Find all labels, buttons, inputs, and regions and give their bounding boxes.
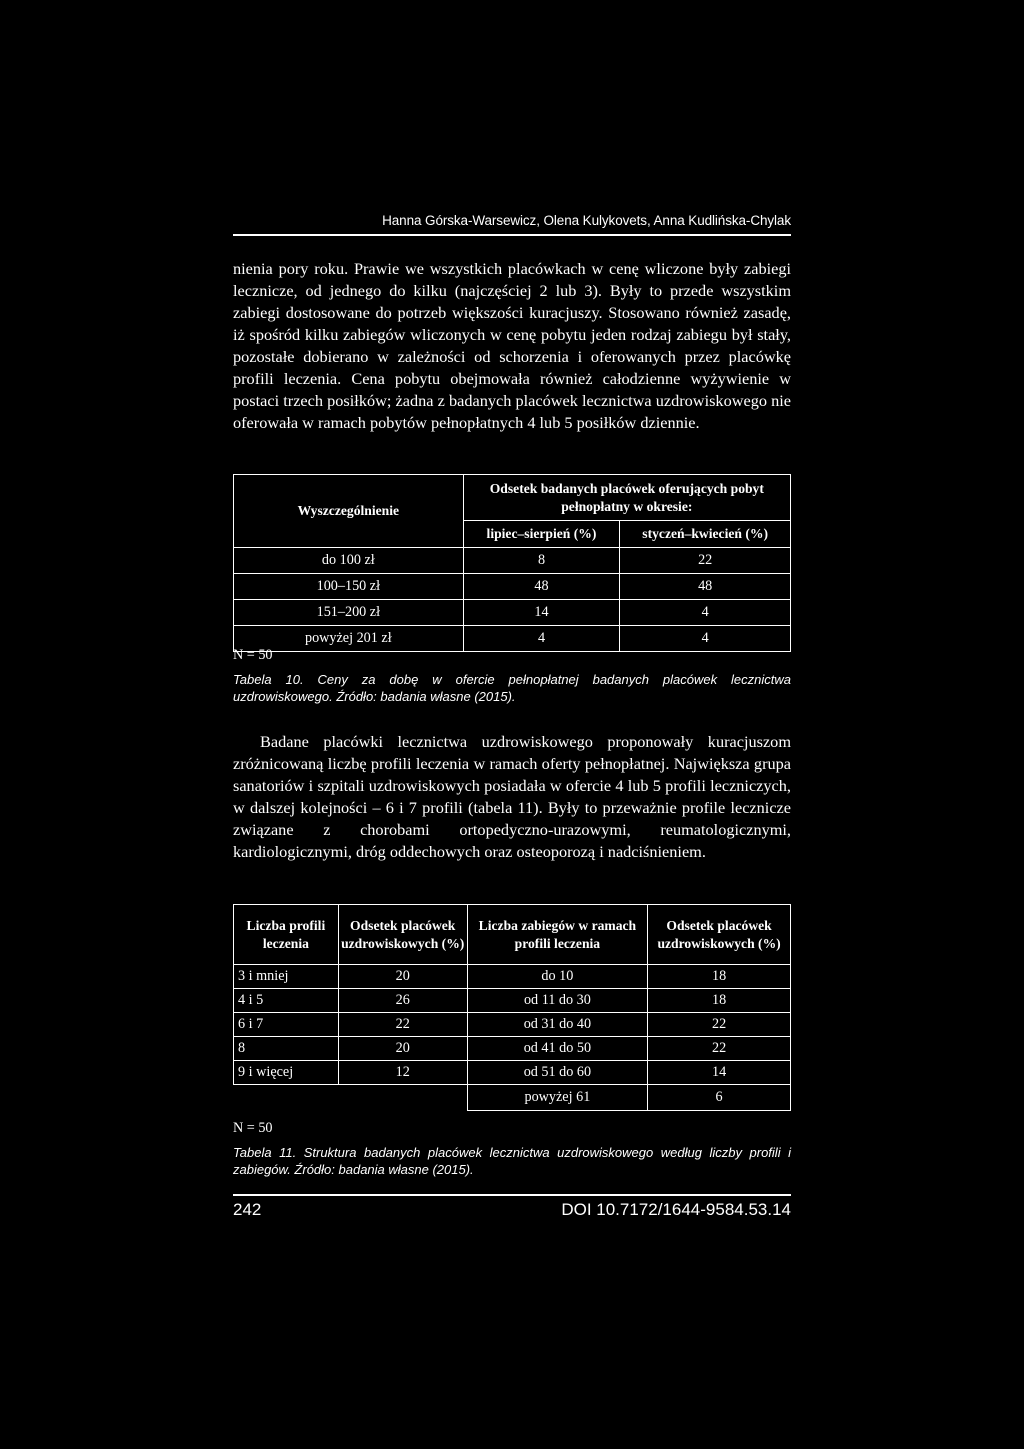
table11-cell: 14 — [648, 1061, 791, 1085]
table11-cell: od 11 do 30 — [467, 989, 648, 1013]
table10-cell: 48 — [463, 574, 620, 600]
table-row — [234, 1085, 791, 1111]
table11-caption: Tabela 11. Struktura badanych placówek lecznictwa uzdrowiskowego według liczby profili i zabiegów. Źródło: badania własne (2015). — [233, 1145, 791, 1177]
footer-rule — [233, 1194, 791, 1196]
table11-cell: 8 — [234, 1037, 339, 1061]
table10-header-winter: styczeń–kwiecień (%) — [620, 521, 791, 548]
table-row — [234, 1013, 791, 1037]
table11-cell: powyżej 61 — [467, 1085, 648, 1111]
doi-label: DOI 10.7172/1644-9584.53.14 — [561, 1200, 791, 1219]
table11-cell: 12 — [338, 1061, 467, 1085]
table11-header-profiles: Liczba profili leczenia — [234, 905, 339, 965]
table-row — [234, 574, 791, 600]
page-number: 242 — [233, 1200, 262, 1219]
table-row — [234, 1037, 791, 1061]
table11-cell: 4 i 5 — [234, 989, 339, 1013]
table-11 — [233, 904, 791, 1111]
table-row — [234, 548, 791, 574]
table10-cell: 14 — [463, 600, 620, 626]
table-row — [234, 989, 791, 1013]
table11-cell: 22 — [648, 1013, 791, 1037]
table11-cell: 22 — [648, 1037, 791, 1061]
body-paragraph-1: nienia pory roku. Prawie we wszystkich placówkach w cenę wliczone były zabiegi lecznicze, od jednego do kilku (najczęściej 2 lub 3). Były to przede wszystkim zabiegi dostosowane do potrzeb większości kuracjuszy. Stosowano również zasadę, iż spośród kilku zabiegów wliczonych w cenę pobytu jeden rodzaj zabiegu był stały, pozostałe dobierano w zależności od schorzenia i oferowanych przez placówkę profili leczenia. Cena pobytu obejmowała również całodzienne wyżywienie w postaci trzech posiłków; żadna z badanych placówek lecznictwa uzdrowiskowego nie oferowała w ramach pobytów pełnopłatnych 4 lub 5 posiłków dziennie. — [233, 259, 791, 432]
table10-row-label: powyżej 201 zł — [234, 626, 464, 652]
table10-cell: 4 — [620, 600, 791, 626]
table-row — [234, 600, 791, 626]
table10-row-label: 100–150 zł — [234, 574, 464, 600]
table11-cell: 9 i więcej — [234, 1061, 339, 1085]
table11-cell: od 41 do 50 — [467, 1037, 648, 1061]
table-row — [234, 1061, 791, 1085]
table10-header-spec: Wyszczególnienie — [234, 475, 464, 548]
table11-cell: od 51 do 60 — [467, 1061, 648, 1085]
table10-cell: 4 — [620, 626, 791, 652]
table11-cell: do 10 — [467, 965, 648, 989]
page — [233, 0, 791, 1449]
table11-empty-cell — [234, 1085, 339, 1111]
table11-cell: 18 — [648, 989, 791, 1013]
table10-header-summer: lipiec–sierpień (%) — [463, 521, 620, 548]
table11-cell: 20 — [338, 1037, 467, 1061]
table10-cell: 8 — [463, 548, 620, 574]
table11-cell: 20 — [338, 965, 467, 989]
table-row — [234, 965, 791, 989]
body-paragraph-2: Badane placówki lecznictwa uzdrowiskowego proponowały kuracjuszom zróżnicowaną liczbę profili leczenia w ramach oferty pełnopłatnej. Największa grupa sanatoriów i szpitali uzdrowiskowych posiadała w ofercie 4 lub 5 profili leczniczych, w dalszej kolejności – 6 i 7 profili (tabela 11). Były to przeważnie profile lecznicze związane z chorobami ortopedyczno-urazowymi, reumatologicznymi, kardiologicznymi, dróg oddechowych oraz osteoporozą i nadciśnieniem. — [233, 732, 791, 861]
header-rule — [233, 234, 791, 236]
table11-cell: 6 i 7 — [234, 1013, 339, 1037]
table10-cell: 4 — [463, 626, 620, 652]
table10-cell: 22 — [620, 548, 791, 574]
table-10 — [233, 474, 791, 652]
table11-cell: 6 — [648, 1085, 791, 1111]
table11-cell: od 31 do 40 — [467, 1013, 648, 1037]
table10-header-group: Odsetek badanych placówek oferujących pobyt pełnopłatny w okresie: — [463, 475, 790, 521]
table11-cell: 3 i mniej — [234, 965, 339, 989]
table10-row-label: do 100 zł — [234, 548, 464, 574]
table11-header-profiles-pct: Odsetek placówek uzdrowiskowych (%) — [338, 905, 467, 965]
table11-cell: 22 — [338, 1013, 467, 1037]
table11-cell: 26 — [338, 989, 467, 1013]
running-header: Hanna Górska-Warsewicz, Olena Kulykovets, Anna Kudlińska-Chylak — [382, 213, 791, 228]
table11-empty-cell — [338, 1085, 467, 1111]
table10-cell: 48 — [620, 574, 791, 600]
table11-header-treatments-pct: Odsetek placówek uzdrowiskowych (%) — [648, 905, 791, 965]
table-row — [234, 626, 791, 652]
table10-caption: Tabela 10. Ceny za dobę w ofercie pełnopłatnej badanych placówek lecznictwa uzdrowiskowego. Źródło: badania własne (2015). — [233, 672, 791, 704]
table10-sample-size: N = 50 — [233, 647, 273, 663]
table11-header-treatments: Liczba zabiegów w ramach profili leczenia — [467, 905, 648, 965]
table11-cell: 18 — [648, 965, 791, 989]
table10-row-label: 151–200 zł — [234, 600, 464, 626]
table11-sample-size: N = 50 — [233, 1120, 273, 1136]
